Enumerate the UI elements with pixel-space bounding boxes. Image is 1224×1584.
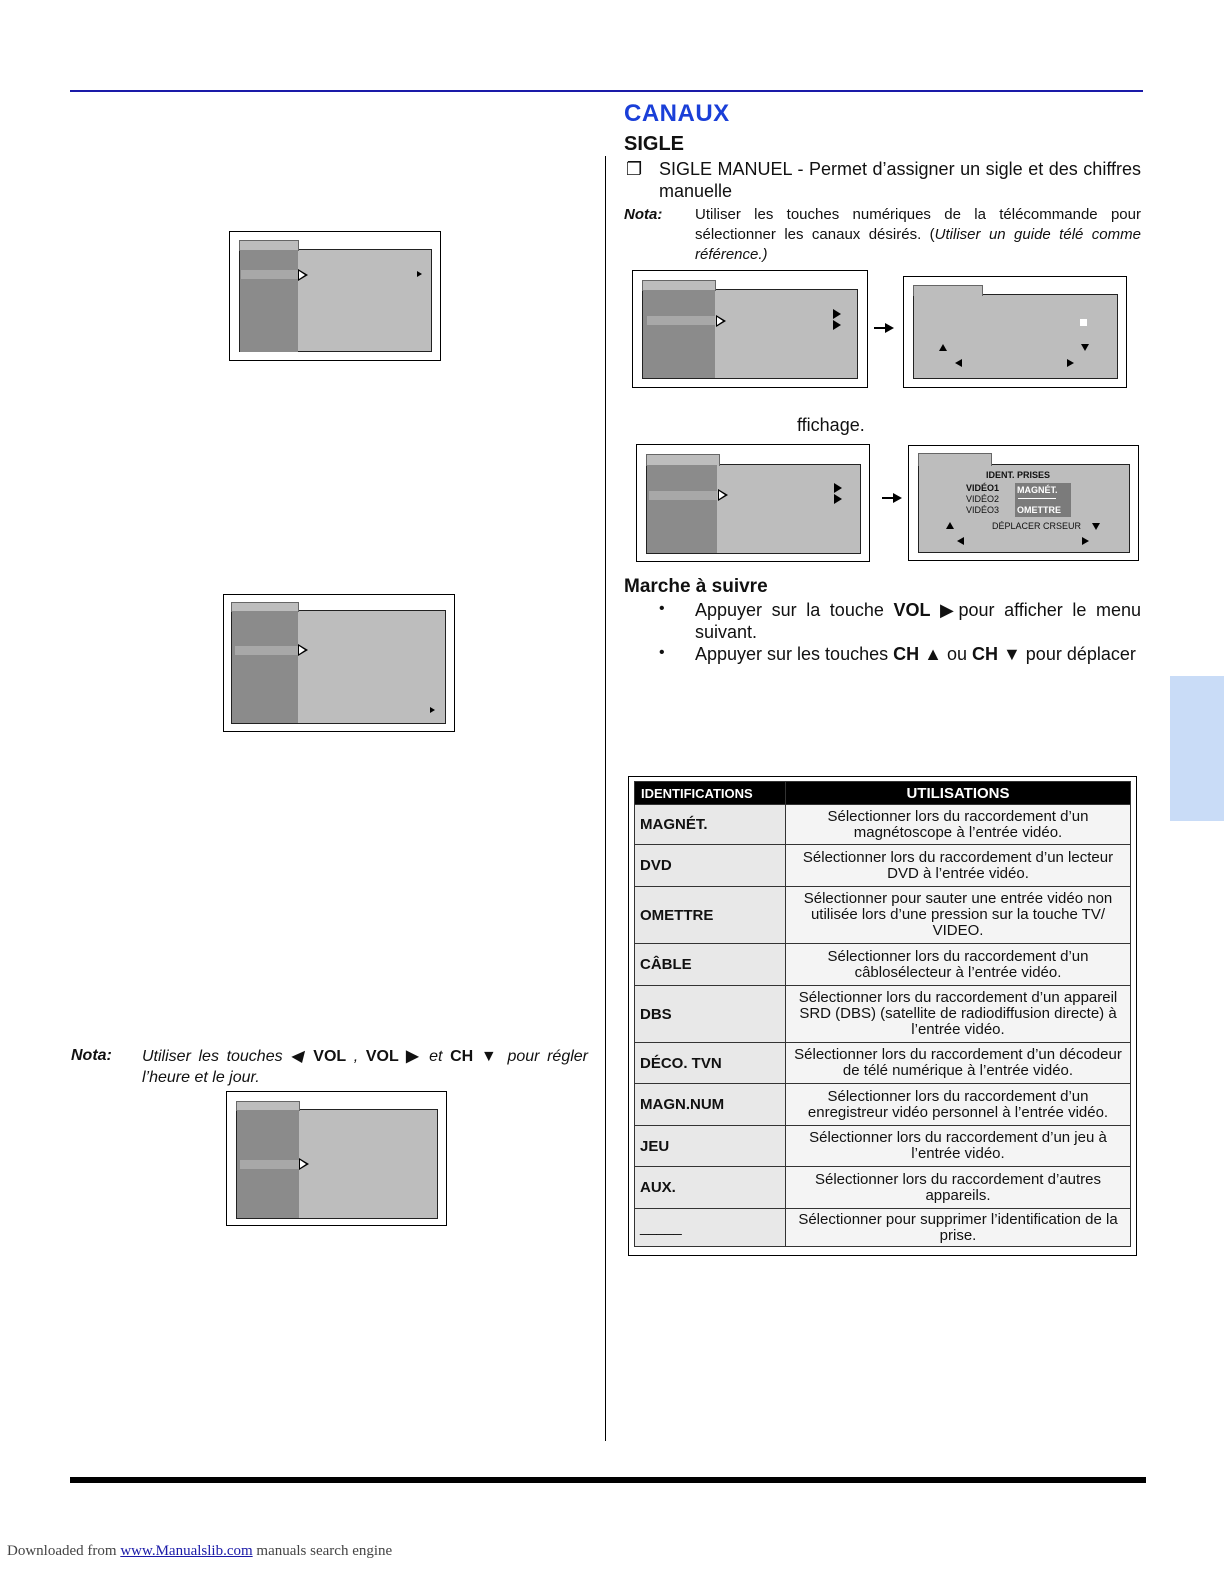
nota-label-left: Nota: xyxy=(71,1047,112,1064)
step1-key: VOL xyxy=(893,600,931,620)
nota-text-plain: Utiliser les touches numériques de la télécommande pour sélectionner les canaux désirés. ( xyxy=(695,206,1141,243)
option-dash xyxy=(1018,498,1056,499)
use-cell: Sélectionner lors du raccordement d’autres appareils. xyxy=(786,1167,1131,1209)
nota-left-p1: Utiliser les touches ◀ xyxy=(142,1048,314,1065)
nota-text-left xyxy=(142,1046,588,1088)
text-fragment: ffichage. xyxy=(797,415,865,435)
use-cell: Sélectionner lors du raccordement d’un décodeur de télé numérique à l’entrée vidéo. xyxy=(786,1043,1131,1084)
checkbox-bullet-icon: ❐ xyxy=(626,159,643,179)
use-cell: Sélectionner lors du raccordement d’un lecteur DVD à l’entrée vidéo. xyxy=(786,845,1131,887)
up-arrow-icon xyxy=(946,522,954,529)
ident-cell: AUX. xyxy=(635,1167,786,1209)
page-title: CANAUX xyxy=(624,100,730,127)
table-row xyxy=(635,1043,1131,1084)
up-arrow-icon xyxy=(939,344,947,351)
input-video3: VIDÉO3 xyxy=(966,505,1000,515)
bottom-rule xyxy=(70,1477,1146,1483)
ident-title: IDENT. PRISES xyxy=(986,470,1051,480)
osd-sigle-screen xyxy=(903,276,1127,388)
table-row xyxy=(635,944,1131,986)
table-row xyxy=(635,1126,1131,1167)
use-cell: Sélectionner lors du raccordement d’un câblosélecteur à l’entrée vidéo. xyxy=(786,944,1131,986)
cursor-arrow-icon xyxy=(299,1158,309,1170)
left-arrow-icon xyxy=(957,537,964,545)
table-row xyxy=(635,1167,1131,1209)
footer-suffix: manuals search engine xyxy=(252,1543,393,1559)
option-omettre: OMETTRE xyxy=(1017,505,1061,515)
nota-text-right xyxy=(695,205,1141,265)
cursor-arrow-icon xyxy=(718,489,728,501)
submenu-arrow-icon xyxy=(417,271,422,277)
nota-left-p3: et xyxy=(421,1048,451,1065)
procedure-heading: Marche à suivre xyxy=(624,576,768,597)
table-row xyxy=(635,986,1131,1043)
submenu-arrow-icon xyxy=(833,309,841,319)
bullet-dot: • xyxy=(659,644,665,661)
ident-input-list xyxy=(966,483,999,516)
ident-cell: JEU xyxy=(635,1126,786,1167)
table-row xyxy=(635,1209,1131,1247)
col-header-use: UTILISATIONS xyxy=(786,782,1131,805)
step2-text-e: pour déplacer xyxy=(1020,644,1136,664)
top-rule xyxy=(70,90,1143,92)
manual-description: SIGLE MANUEL - Permet d’assigner un sigle et des chiffres manuelle xyxy=(659,159,1141,201)
ident-cell: MAGNÉT. xyxy=(635,805,786,845)
submenu-arrow-icon xyxy=(833,320,841,330)
use-cell: Sélectionner lors du raccordement d’un jeu à l’entrée vidéo. xyxy=(786,1126,1131,1167)
cursor-arrow-icon xyxy=(298,644,308,656)
osd-left-3 xyxy=(226,1091,447,1226)
manualslib-link[interactable]: www.Manualslib.com xyxy=(120,1543,253,1559)
step2-key-up: CH ▲ xyxy=(893,644,942,664)
osd-menu-2 xyxy=(636,444,870,562)
osd-left-1 xyxy=(229,231,441,361)
flow-arrow-icon xyxy=(874,327,892,329)
ident-cell: _____ xyxy=(635,1209,786,1247)
table-row xyxy=(635,805,1131,845)
col-header-ident: IDENTIFICATIONS xyxy=(635,782,786,805)
nota-left-ch: CH ▼ xyxy=(450,1048,500,1065)
table-row xyxy=(635,1084,1131,1126)
step2-text-a: Appuyer sur les touches xyxy=(695,644,894,664)
input-video1: VIDÉO1 xyxy=(966,483,1000,493)
input-video2: VIDÉO2 xyxy=(966,494,1000,504)
submenu-arrow-icon xyxy=(834,494,842,504)
osd-ident-prises xyxy=(908,445,1139,561)
cursor-arrow-icon xyxy=(298,269,308,281)
procedure-step-2 xyxy=(695,643,1141,665)
use-cell: Sélectionner pour supprimer l’identification de la prise. xyxy=(786,1209,1131,1247)
nota-left-vol2: VOL ▶ xyxy=(365,1048,422,1065)
table-header-row xyxy=(635,782,1131,805)
nota-left-vol1: VOL xyxy=(313,1048,347,1065)
right-arrow-icon xyxy=(1067,359,1074,367)
submenu-arrow-icon xyxy=(834,483,842,493)
flow-arrow-icon xyxy=(882,497,900,499)
table-row xyxy=(635,845,1131,887)
ident-cell: DBS xyxy=(635,986,786,1043)
nota-label-right: Nota: xyxy=(624,206,663,223)
osd-menu-1 xyxy=(632,270,868,388)
ident-table xyxy=(634,781,1131,1247)
ident-cell: MAGN.NUM xyxy=(635,1084,786,1126)
option-magnet: MAGNÉT. xyxy=(1017,485,1058,495)
footer xyxy=(7,1543,392,1560)
footer-prefix: Downloaded from xyxy=(7,1543,121,1559)
ident-cell: DVD xyxy=(635,845,786,887)
ident-cell: OMETTRE xyxy=(635,887,786,944)
cursor-block-icon xyxy=(1080,319,1087,326)
side-tab xyxy=(1170,676,1224,821)
use-cell: Sélectionner lors du raccordement d’un enregistreur vidéo personnel à l’entrée vidéo. xyxy=(786,1084,1131,1126)
step1-text-a: Appuyer sur la touche xyxy=(695,600,894,620)
right-arrow-icon xyxy=(1082,537,1089,545)
nota-left-p4: pour régler l’heure et le jour. xyxy=(142,1048,589,1086)
section-title: SIGLE xyxy=(624,133,685,155)
step1-text-c: ▶pour afficher le menu suivant. xyxy=(695,600,1141,642)
down-arrow-icon xyxy=(1081,344,1089,351)
osd-left-2 xyxy=(223,594,455,732)
ident-cell: DÉCO. TVN xyxy=(635,1043,786,1084)
column-divider xyxy=(605,156,606,1441)
table-row xyxy=(635,887,1131,944)
left-arrow-icon xyxy=(955,359,962,367)
down-arrow-icon xyxy=(1092,523,1100,530)
step2-key-down: CH ▼ xyxy=(971,644,1021,664)
ident-cell: CÂBLE xyxy=(635,944,786,986)
procedure-step-1 xyxy=(695,599,1141,643)
step2-text-c: ou xyxy=(941,644,972,664)
ident-hint: DÉPLACER CRSEUR xyxy=(992,521,1082,531)
use-cell: Sélectionner lors du raccordement d’un magnétoscope à l’entrée vidéo. xyxy=(786,805,1131,845)
submenu-arrow-icon xyxy=(430,707,435,713)
ident-option-box xyxy=(1015,483,1071,517)
use-cell: Sélectionner lors du raccordement d’un appareil SRD (DBS) (satellite de radiodiffusion directe) à l’entrée vidéo. xyxy=(786,986,1131,1043)
nota-left-p2: , xyxy=(346,1048,366,1065)
use-cell: Sélectionner pour sauter une entrée vidéo non utilisée lors d’une pression sur la touche TV/ VIDEO. xyxy=(786,887,1131,944)
nota-text-italic: Utiliser un guide télé comme référence.) xyxy=(695,226,1141,263)
cursor-arrow-icon xyxy=(716,315,726,327)
bullet-dot: • xyxy=(659,600,665,617)
